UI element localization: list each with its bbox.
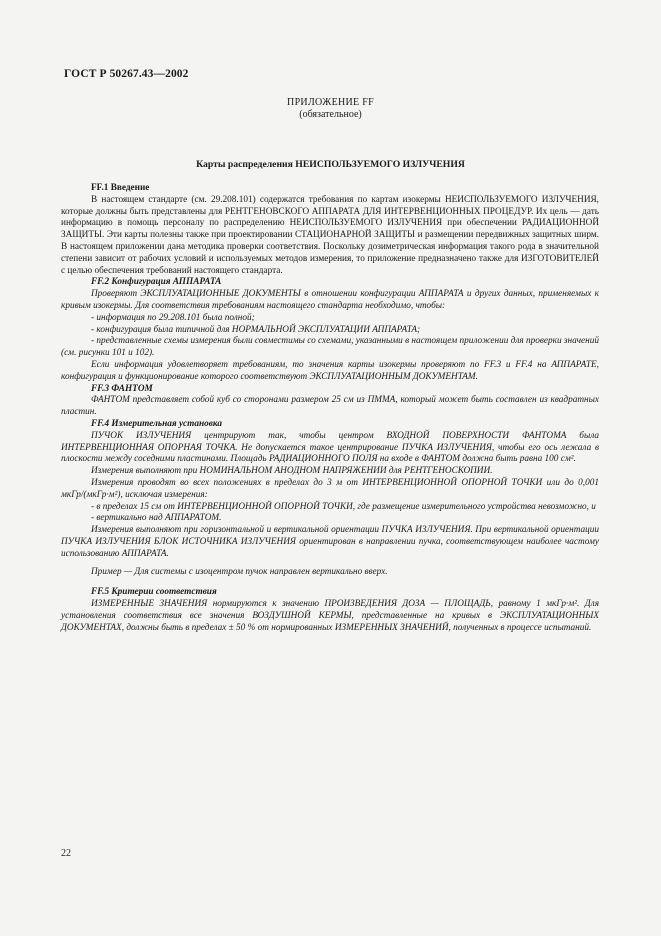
section-heading-ff3: FF.3 ФАНТОМ [91, 383, 153, 394]
ff2-bullet-1: - информация по 29.208.101 была полной; [91, 312, 255, 323]
section-heading-ff5: FF.5 Критерии соответствия [91, 587, 217, 598]
document-body [61, 183, 599, 634]
ff2-bullet-2: - конфигурация была типичной для НОРМАЛЬНОЙ ЭКСПЛУАТАЦИИ АППАРАТА; [91, 324, 421, 335]
ff4-bullet-1: - в пределах 15 см от ИНТЕРВЕНЦИОННОЙ ОПОРНОЙ ТОЧКИ, где размещение измерительного устройства невозможно, и [91, 501, 596, 512]
ff4-paragraph-1: ПУЧОК ИЗЛУЧЕНИЯ центрируют так, чтобы центром ВХОДНОЙ ПОВЕРХНОСТИ ФАНТОМА была ИНТЕРВЕНЦИОННАЯ ОПОРНАЯ ТОЧКА. Не допускается такое центрирование ПУЧКА ИЗЛУЧЕНИЯ, чтобы его ось лежала в плоскости между соседними пластинами. Площадь РАДИАЦИОННОГО ПОЛЯ на входе в ФАНТОМ должна быть равна 100 см². [61, 430, 599, 465]
ff4-paragraph-4: Измерения выполняют при горизонтальной и вертикальной ориентации ПУЧКА ИЗЛУЧЕНИЯ. При вертикальной ориентации ПУЧКА ИЗЛУЧЕНИЯ БЛОК ИСТОЧНИКА ИЗЛУЧЕНИЯ ориентирован в направлении пучка, соответствующем наиболее частому использованию АППАРАТА. [61, 525, 599, 559]
ff2-bullet-3: - представленные схемы измерения были совместимы со схемами, указанными в настоящем приложении для проверки значений (см. рисунки 101 и 102). [61, 336, 599, 359]
standard-number: ГОСТ Р 50267.43—2002 [64, 68, 189, 80]
ff4-example: Пример — Для системы с изоцентром пучок направлен вертикально вверх. [91, 566, 388, 577]
appendix-status: (обязательное) [299, 109, 362, 120]
ff3-paragraph: ФАНТОМ представляет собой куб со сторонами размером 25 см из ПММА, который может быть составлен из квадратных пластин. [61, 395, 599, 418]
ff5-paragraph: ИЗМЕРЕННЫЕ ЗНАЧЕНИЯ нормируются к значению ПРОИЗВЕДЕНИЯ ДОЗА — ПЛОЩАДЬ, равному 1 мкГр·м². Для установления соответствия все значения ВОЗДУШНОЙ КЕРМЫ, представленные на кривых в ЭКСПЛУАТАЦИОННЫХ ДОКУМЕНТАХ, должны быть в пределах ± 50 % от нормированных ИЗМЕРЕННЫХ ЗНАЧЕНИЙ, полученных в процессе испытаний. [61, 599, 599, 633]
document-title: Карты распределения НЕИСПОЛЬЗУЕМОГО ИЗЛУЧЕНИЯ [196, 159, 465, 170]
ff2-paragraph-1: Проверяют ЭКСПЛУАТАЦИОННЫЕ ДОКУМЕНТЫ в отношении конфигурации АППАРАТА и других данных, применяемых к кривым изокермы. Для соответствия требованиям настоящего стандарта необходимо, чтобы: [61, 289, 599, 311]
section-heading-ff2: FF.2 Конфигурация АППАРАТА [91, 277, 222, 288]
ff4-bullet-2: - вертикально над АППАРАТОМ. [91, 513, 222, 524]
section-heading-ff1: FF.1 Введение [91, 183, 150, 193]
ff4-paragraph-3: Измерения проводят во всех положениях в пределах до 3 м от ИНТЕРВЕНЦИОННОЙ ОПОРНОЙ ТОЧКИ или до 0,001 мкГр/(мкГр·м²), исключая измерения: [61, 477, 599, 500]
ff2-paragraph-2: Если информация удовлетворяет требованиям, то значения карты изокермы проверяют по FF.3 и FF.4 на АППАРАТЕ, конфигурация и функционирование которого соответствуют ЭКСПЛУАТАЦИОННЫМ ДОКУМЕНТАМ. [61, 359, 599, 382]
appendix-heading [0, 97, 661, 121]
section-heading-ff4: FF.4 Измерительная установка [91, 418, 222, 429]
page-number: 22 [61, 848, 71, 859]
ff4-paragraph-2: Измерения выполняют при НОМИНАЛЬНОМ АНОДНОМ НАПРЯЖЕНИИ для РЕНТГЕНОСКОПИИ. [91, 466, 493, 477]
appendix-title: ПРИЛОЖЕНИЕ FF [287, 97, 374, 108]
ff1-paragraph: В настоящем стандарте (см. 29.208.101) содержатся требования по картам изокермы НЕИСПОЛЬЗУЕМОГО ИЗЛУЧЕНИЯ, которые должны быть представлены для РЕНТГЕНОВСКОГО АППАРАТА ДЛЯ ИНТЕРВЕНЦИОННЫХ ПРОЦЕДУР. Их цель — дать информацию в помощь персоналу по распределению НЕИСПОЛЬЗУЕМОГО ИЗЛУЧЕНИЯ при обеспечении РАДИАЦИОННОЙ ЗАЩИТЫ. Эти карты полезны также при проектировании СТАЦИОНАРНОЙ ЗАЩИТЫ и размещении передвижных защитных ширм. В настоящем приложении дана методика проверки соответствия. Поскольку дозиметрическая информация такого рода в значительной степени зависит от рабочих условий и используемых методов измерения, то приложение предназначено также для ИЗГОТОВИТЕЛЕЙ с целью обеспечения требований настоящего стандарта. [61, 194, 599, 276]
